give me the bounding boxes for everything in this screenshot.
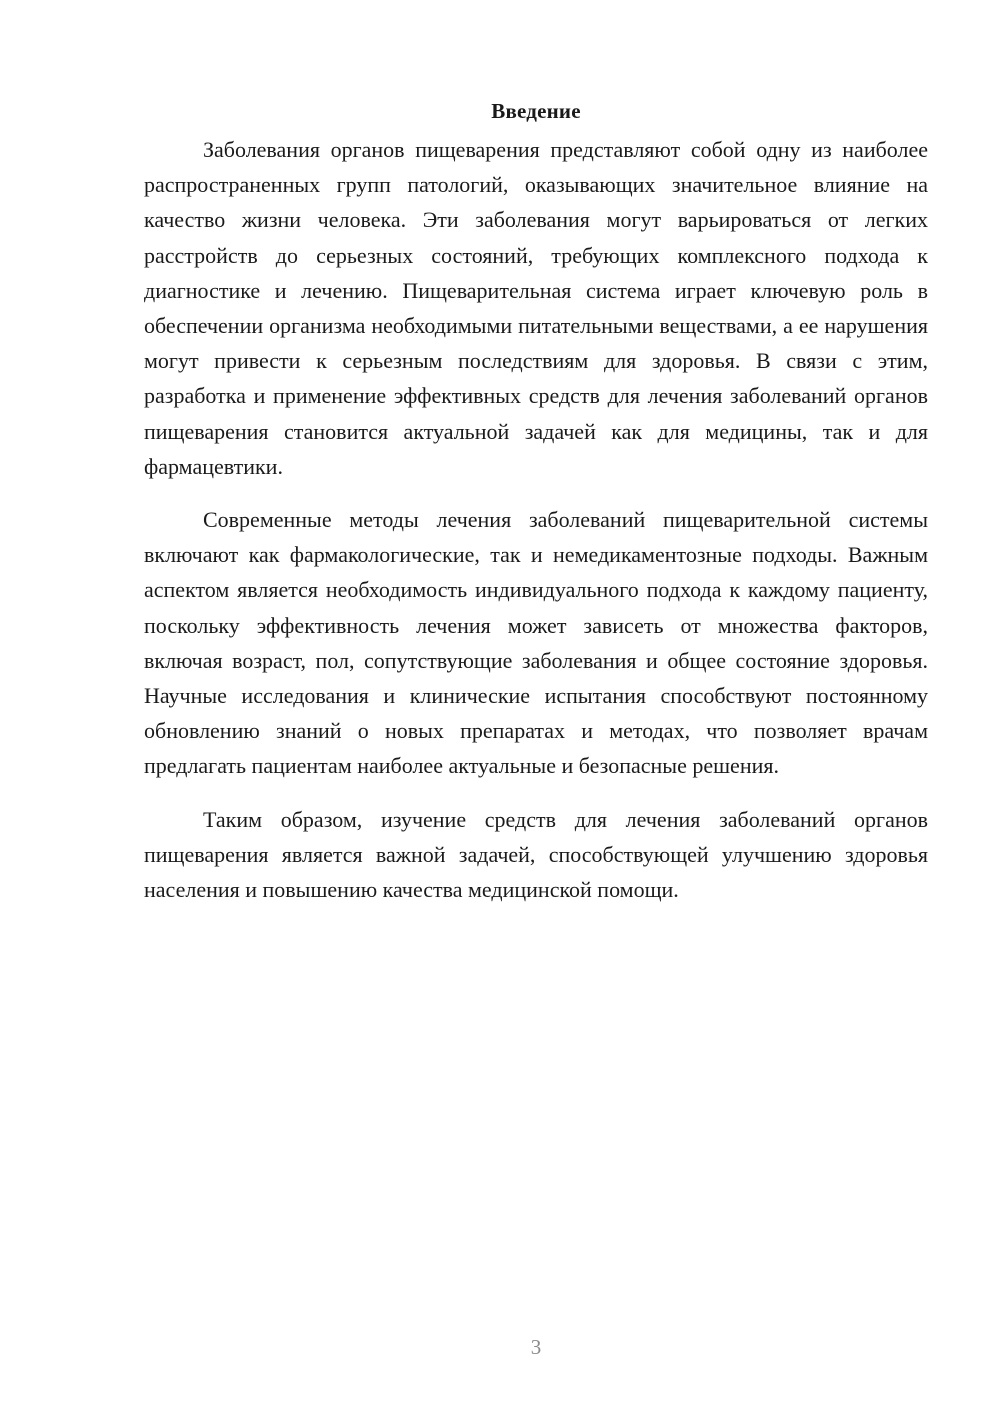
- paragraph-3: Таким образом, изучение средств для лечения заболеваний органов пищеварения является важной задачей, способствующей улучшению здоровья населения и повышению качества медицинской помощи.: [144, 806, 928, 903]
- section-heading: Введение: [491, 99, 581, 123]
- page-number: 3: [530, 1335, 542, 1359]
- page-body: [144, 96, 928, 907]
- paragraph-1: Заболевания органов пищеварения представляют собой одну из наиболее распространенных групп патологий, оказывающих значительное влияние на качество жизни человека. Эти заболевания могут варьироваться от легких расстройств до серьезных состояний, требующих комплексного подхода к диагностике и лечению. Пищеварительная система играет ключевую роль в обеспечении организма необходимыми питательными веществами, а ее нарушения могут привести к серьезным последствиям для здоровья. В связи с этим, разработка и применение эффективных средств для лечения заболеваний органов пищеварения становится актуальной задачей как для медицины, так и для фармацевтики.: [144, 137, 928, 479]
- paragraph-2: Современные методы лечения заболеваний пищеварительной системы включают как фармакологические, так и немедикаментозные подходы. Важным аспектом является необходимость индивидуального подхода к каждому пациенту, поскольку эффективность лечения может зависеть от множества факторов, включая возраст, пол, сопутствующие заболевания и общее состояние здоровья. Научные исследования и клинические испытания способствуют постоянному обновлению знаний о новых препаратах и методах, что позволяет врачам предлагать пациентам наиболее актуальные и безопасные решения.: [144, 507, 928, 779]
